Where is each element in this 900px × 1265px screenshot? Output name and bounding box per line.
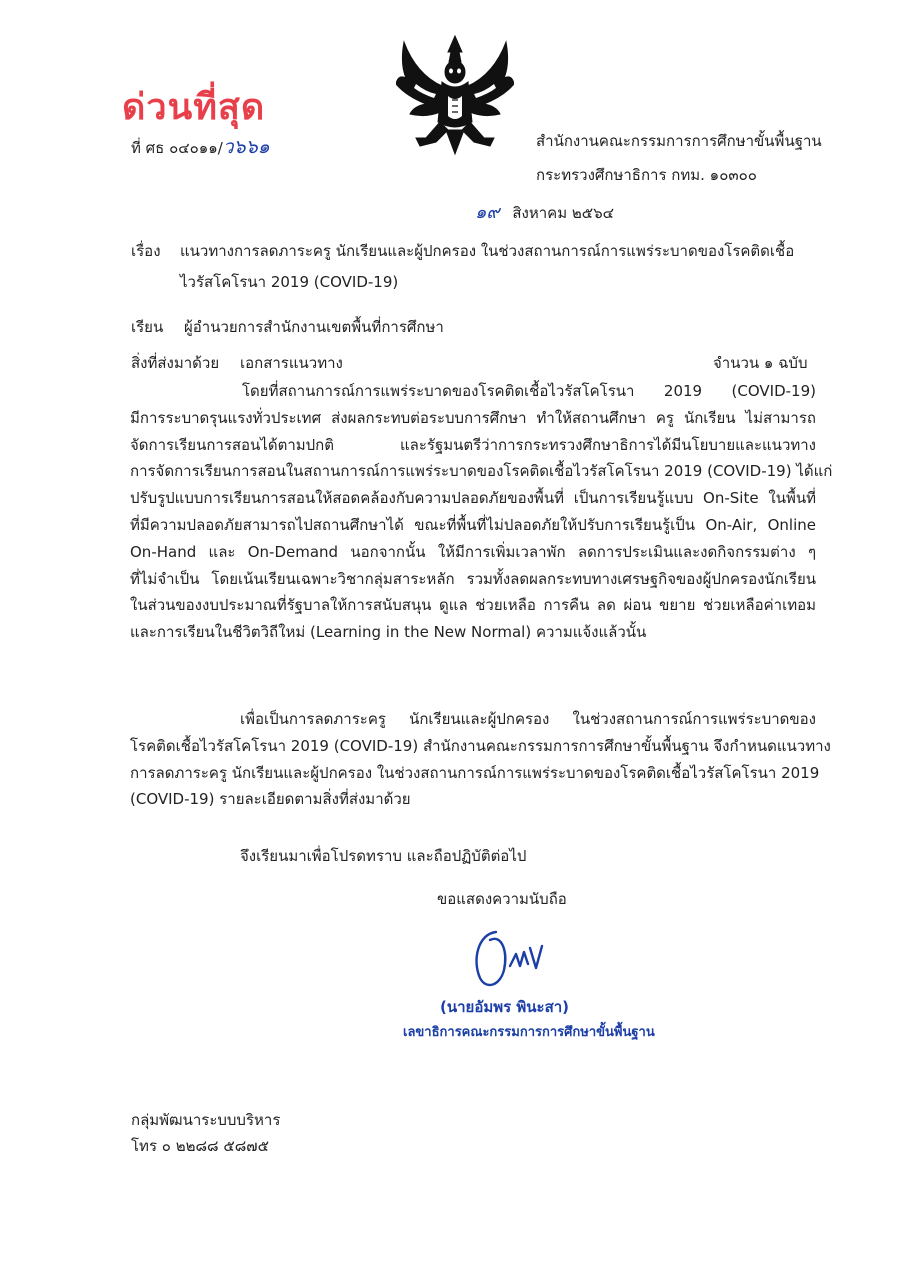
paragraph-line: โรคติดเชื้อไวรัสโคโรนา 2019 (COVID-19) สำนักงานคณะกรรมการการศึกษาขั้นพื้นฐาน จึงกำหนดแนวทาง — [130, 736, 831, 755]
enclosure-count: จำนวน ๑ ฉบับ — [713, 354, 808, 372]
paragraph-line: การจัดการเรียนการสอนในสถานการณ์การแพร่ระบาดของโรคติดเชื้อไวรัสโคโรนา 2019 (COVID-19) ได้แก่ — [130, 462, 833, 481]
enclosure-label: สิ่งที่ส่งมาด้วย — [131, 354, 220, 372]
paragraph-line: On-Hand และ On-Demand นอกจากนั้น ให้มีการเพิ่มเวลาพัก ลดการประเมินและงดกิจกรรมต่าง ๆ — [130, 542, 816, 561]
to-value: ผู้อำนวยการสำนักงานเขตพื้นที่การศึกษา — [184, 318, 444, 336]
to-label: เรียน — [131, 318, 164, 336]
reference-handwritten: ว๖๖๑ — [222, 136, 270, 158]
paragraph-line: (COVID-19) รายละเอียดตามสิ่งที่ส่งมาด้วย — [130, 790, 411, 809]
paragraph-line: ที่ไม่จำเป็น โดยเน้นเรียนเฉพาะวิชากลุ่มสาระหลัก รวมทั้งลดผลกระทบทางเศรษฐกิจของผู้ปกครองนักเรียน — [130, 569, 816, 588]
enclosure-value: เอกสารแนวทาง — [240, 354, 343, 372]
reference-label: ที่ ศธ ๐๔๐๑๑/ — [131, 139, 223, 157]
signatory-title: เลขาธิการคณะกรรมการการศึกษาขั้นพื้นฐาน — [403, 1025, 655, 1040]
subject-line-2: ไวรัสโคโรนา 2019 (COVID-19) — [180, 273, 399, 291]
body-paragraph-1 — [130, 378, 833, 646]
paragraph-line: โดยที่สถานการณ์การแพร่ระบาดของโรคติดเชื้อไวรัสโคโรนา 2019 (COVID-19) — [242, 382, 816, 400]
body-paragraph-2 — [130, 706, 831, 813]
paragraph-line: จัดการเรียนการสอนได้ตามปกติ และรัฐมนตรีว่าการกระทรวงศึกษาธิการได้มีนโยบายและแนวทาง — [130, 435, 816, 454]
garuda-emblem-icon — [396, 34, 514, 156]
urgent-stamp: ด่วนที่สุด — [122, 87, 266, 128]
paragraph-line: ปรับรูปแบบการเรียนการสอนให้สอดคล้องกับความปลอดภัยของพื้นที่ เป็นการเรียนรู้แบบ On-Site ในพื้นที่ — [130, 489, 816, 508]
paragraph-line: ในส่วนของงบประมาณที่รัฐบาลให้การสนับสนุน ดูแล ช่วยเหลือ การคืน ลด ผ่อน ขยาย ช่วยเหลือค่าเทอม — [130, 596, 816, 615]
reference-number — [131, 137, 270, 158]
sender-line-1: สำนักงานคณะกรรมการการศึกษาขั้นพื้นฐาน — [536, 132, 822, 150]
closing-salutation: ขอแสดงความนับถือ — [437, 890, 567, 908]
date-day: ๑๙ — [475, 202, 500, 223]
paragraph-line: การลดภาระครู นักเรียนและผู้ปกครอง ในช่วงสถานการณ์การแพร่ระบาดของโรคติดเชื้อไวรัสโคโรนา 2019 — [130, 763, 820, 782]
footer-department: กลุ่มพัฒนาระบบบริหาร — [131, 1111, 281, 1129]
letter-date — [475, 203, 614, 223]
date-month-year: สิงหาคม ๒๕๖๔ — [512, 204, 614, 222]
paragraph-line: และการเรียนในชีวิตวิถีใหม่ (Learning in the New Normal) ความแจ้งแล้วนั้น — [130, 623, 647, 642]
closing-request: จึงเรียนมาเพื่อโปรดทราบ และถือปฏิบัติต่อไป — [240, 847, 527, 865]
sender-line-2: กระทรวงศึกษาธิการ กทม. ๑๐๓๐๐ — [536, 166, 757, 184]
footer-phone: โทร ๐ ๒๒๘๘ ๕๘๗๕ — [131, 1137, 269, 1155]
paragraph-line: มีการระบาดรุนแรงทั่วประเทศ ส่งผลกระทบต่อระบบการศึกษา ทำให้สถานศึกษา ครู นักเรียน ไม่สามารถ — [130, 408, 816, 427]
subject-label: เรื่อง — [131, 242, 161, 260]
paragraph-line: เพื่อเป็นการลดภาระครู นักเรียนและผู้ปกครอง ในช่วงสถานการณ์การแพร่ระบาดของ — [240, 710, 816, 728]
signatory-name: (นายอัมพร พินะสา) — [440, 998, 570, 1016]
signature-icon — [466, 922, 556, 992]
subject-line-1: แนวทางการลดภาระครู นักเรียนและผู้ปกครอง ในช่วงสถานการณ์การแพร่ระบาดของโรคติดเชื้อ — [180, 242, 795, 260]
paragraph-line: ที่มีความปลอดภัยสามารถไปสถานศึกษาได้ ขณะที่พื้นที่ไม่ปลอดภัยให้ปรับการเรียนรู้เป็น On-Air, Online — [130, 515, 816, 534]
